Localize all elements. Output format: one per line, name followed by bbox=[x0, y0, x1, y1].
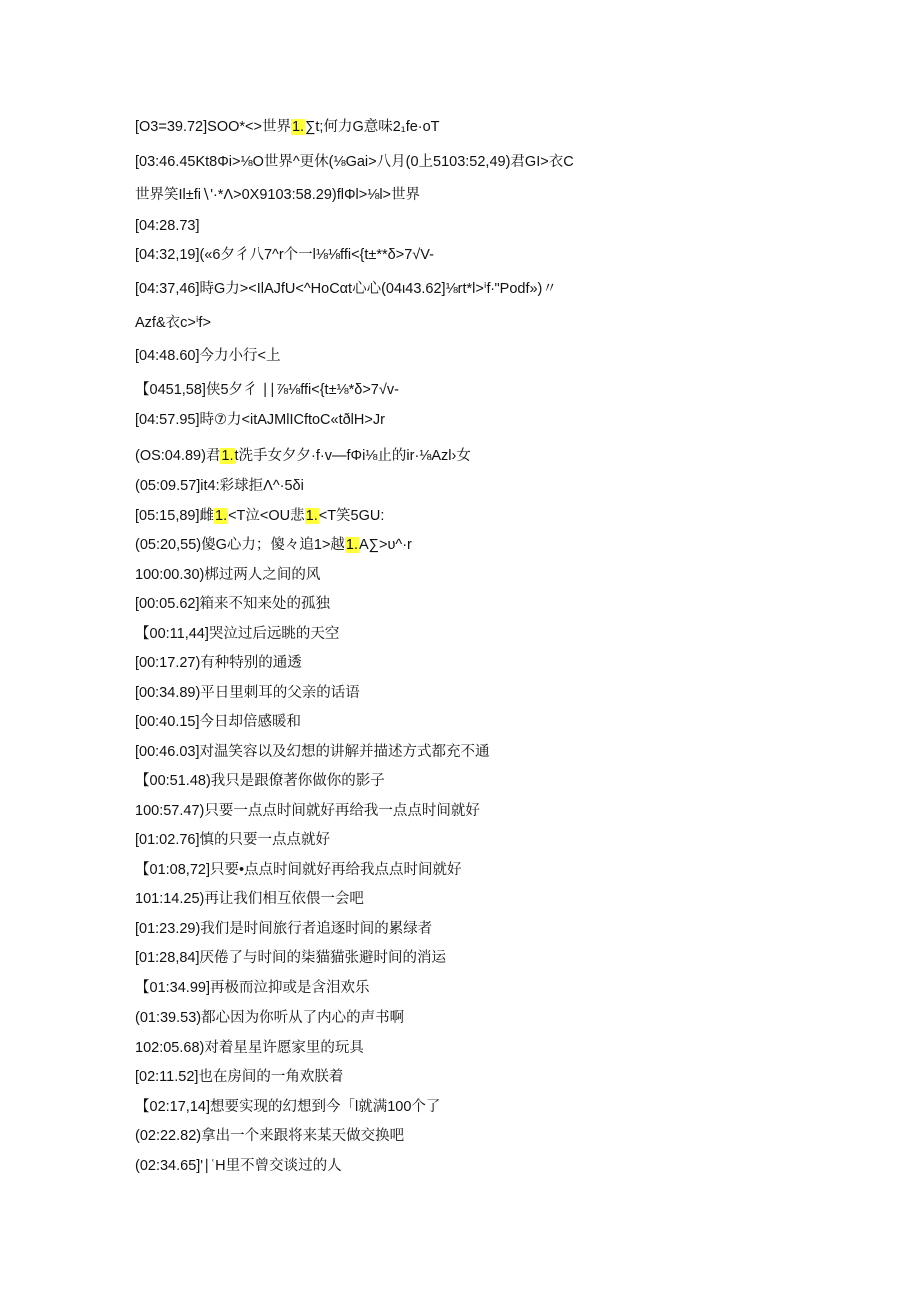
lyric-line bbox=[135, 1097, 440, 1117]
lyric-line bbox=[135, 1156, 342, 1176]
lyric-line bbox=[135, 185, 420, 205]
lyric-text: (05:09.57]it4:彩球拒Λ^·5δi bbox=[135, 478, 304, 494]
highlighted-mark: 1. bbox=[305, 508, 318, 524]
lyric-text: 【01:34.99]再极而泣抑或是含泪欢乐 bbox=[135, 980, 370, 996]
lyric-text: 世界笑Il±fi∖'·*Λ>0X9103:58.29)flΦl>⅛l>世界 bbox=[135, 187, 421, 203]
lyric-line bbox=[135, 683, 360, 703]
lyric-text: <T笑5GU: bbox=[318, 508, 385, 524]
lyric-line bbox=[135, 380, 399, 400]
lyric-line bbox=[135, 653, 302, 673]
lyric-text: Azf&衣c>ⁱf> bbox=[135, 315, 211, 331]
highlighted-mark: 1. bbox=[345, 537, 359, 553]
lyric-text: [04:37,46]時G力><IlAJfU<^HoCαt心心(04ι43.62]⅛rt*l>ⁱf∙"Podf»)〃 bbox=[135, 281, 557, 297]
lyric-text: [04:32,19](«6夕彳八7^r个一l⅛⅛ffi<{t±**δ>7√V- bbox=[135, 247, 434, 263]
lyric-line bbox=[135, 712, 301, 732]
lyric-text: [02:11.52]也在房间的一角欢朕着 bbox=[135, 1069, 344, 1085]
lyric-line bbox=[135, 346, 280, 366]
lyric-text: [03:46.45Kt8Φi>⅛O世界^更休(⅛Gai>八月(0上5103:52,49)君GI>衣C bbox=[135, 154, 574, 170]
lyric-text: (OS:04.89)君 bbox=[135, 448, 221, 464]
lyric-line bbox=[135, 948, 446, 968]
lyric-line bbox=[135, 117, 440, 137]
lyric-text: [05:15,89]雌 bbox=[135, 508, 214, 524]
lyric-line bbox=[135, 1067, 343, 1087]
lyric-line bbox=[135, 1126, 404, 1146]
lyric-line bbox=[135, 889, 364, 909]
lyric-text: (01:39.53)都心因为你听从了内心的声书啊 bbox=[135, 1010, 405, 1026]
lyric-line bbox=[135, 830, 330, 850]
lyric-line bbox=[135, 978, 369, 998]
lyric-text: t洗手女夕夕·f·v—fΦi⅛止的ir·⅛Azl›女 bbox=[234, 448, 471, 464]
lyric-text: [01:28,84]厌倦了与时间的柒猫猫张避时间的消运 bbox=[135, 950, 446, 966]
lyric-line bbox=[135, 535, 412, 555]
lyric-line bbox=[135, 1038, 364, 1058]
lyric-line bbox=[135, 152, 574, 172]
lyric-text: 【01:08,72]只要•点点时间就好再给我点点时间就好 bbox=[135, 862, 462, 878]
lyric-line bbox=[135, 742, 490, 762]
lyric-text: <T泣<OU悲 bbox=[228, 508, 305, 524]
lyric-line bbox=[135, 801, 480, 821]
lyric-text: [01:02.76]慎的只要一点点就好 bbox=[135, 832, 330, 848]
lyric-line bbox=[135, 1008, 404, 1028]
lyric-line bbox=[135, 594, 330, 614]
highlighted-mark: 1. bbox=[291, 119, 305, 135]
lyric-line bbox=[135, 245, 434, 265]
lyric-text: (05:20,55)傻G心力；傻々追1>越 bbox=[135, 537, 345, 553]
lyric-text: [00:40.15]今日却倍感暖和 bbox=[135, 714, 301, 730]
lyric-line bbox=[135, 279, 557, 299]
lyric-line bbox=[135, 313, 211, 333]
highlighted-mark: 1. bbox=[221, 448, 234, 464]
lyric-line bbox=[135, 476, 304, 496]
lyric-text: [00:05.62]箱来不知来处的孤独 bbox=[135, 596, 330, 612]
lyric-text: [01:23.29)我们是时间旅行者追逐时间的累绿者 bbox=[135, 921, 433, 937]
lyric-text: [04:48.60]今力小行<上 bbox=[135, 348, 281, 364]
lyric-text: (02:34.65]'∣ʿH里不曾交谈过的人 bbox=[135, 1158, 342, 1174]
highlighted-mark: 1. bbox=[215, 508, 228, 524]
lyric-text: [04:28.73] bbox=[135, 218, 200, 234]
lyric-text: A∑>υ^·r bbox=[359, 537, 412, 553]
lyric-text: (02:22.82)拿出一个来跟将来某天做交换吧 bbox=[135, 1128, 405, 1144]
lyric-line bbox=[135, 446, 471, 466]
lyric-text: [04:57.95]時⑦力<itAJMlICftoC«tðlH>Jr bbox=[135, 412, 385, 428]
lyric-line bbox=[135, 919, 432, 939]
lyric-text: 【00:51.48)我只是跟僚著你做你的影子 bbox=[135, 773, 385, 789]
lyric-text: 101:14.25)再让我们相互依偎一会吧 bbox=[135, 891, 364, 907]
lyric-text: 【02:17,14]想要实现的幻想到今「l就满100个了 bbox=[135, 1099, 441, 1115]
lyric-line bbox=[135, 506, 384, 526]
lyric-text: [00:17.27)有种特别的通透 bbox=[135, 655, 302, 671]
lyric-text: [00:34.89)平日里刺耳的父亲的话语 bbox=[135, 685, 360, 701]
lyric-line bbox=[135, 624, 339, 644]
lyric-line bbox=[135, 771, 385, 791]
lyric-text: 100:00.30)梆过两人之间的风 bbox=[135, 567, 321, 583]
lyric-text: ∑t;何力G意味2₁fe·oT bbox=[305, 119, 440, 135]
lyric-line bbox=[135, 410, 385, 430]
lyric-text: [O3=39.72]SOO*<>世界 bbox=[135, 119, 291, 135]
lyric-line bbox=[135, 860, 462, 880]
lyric-line bbox=[135, 565, 320, 585]
lyric-text: 【0451,58]侠5夕彳 ∣∣⅞⅛ffi<{t±⅛*δ>7√v- bbox=[135, 382, 399, 398]
lyric-text: 102:05.68)对着星星许愿家里的玩具 bbox=[135, 1040, 364, 1056]
lyric-text: 【00:11,44]哭泣过后远眺的天空 bbox=[135, 626, 340, 642]
lyric-line bbox=[135, 216, 200, 236]
lyric-text: 100:57.47)只要一点点时间就好再给我一点点时间就好 bbox=[135, 803, 480, 819]
lyric-text: [00:46.03]对温笑容以及幻想的讲解并描述方式都充不通 bbox=[135, 744, 490, 760]
